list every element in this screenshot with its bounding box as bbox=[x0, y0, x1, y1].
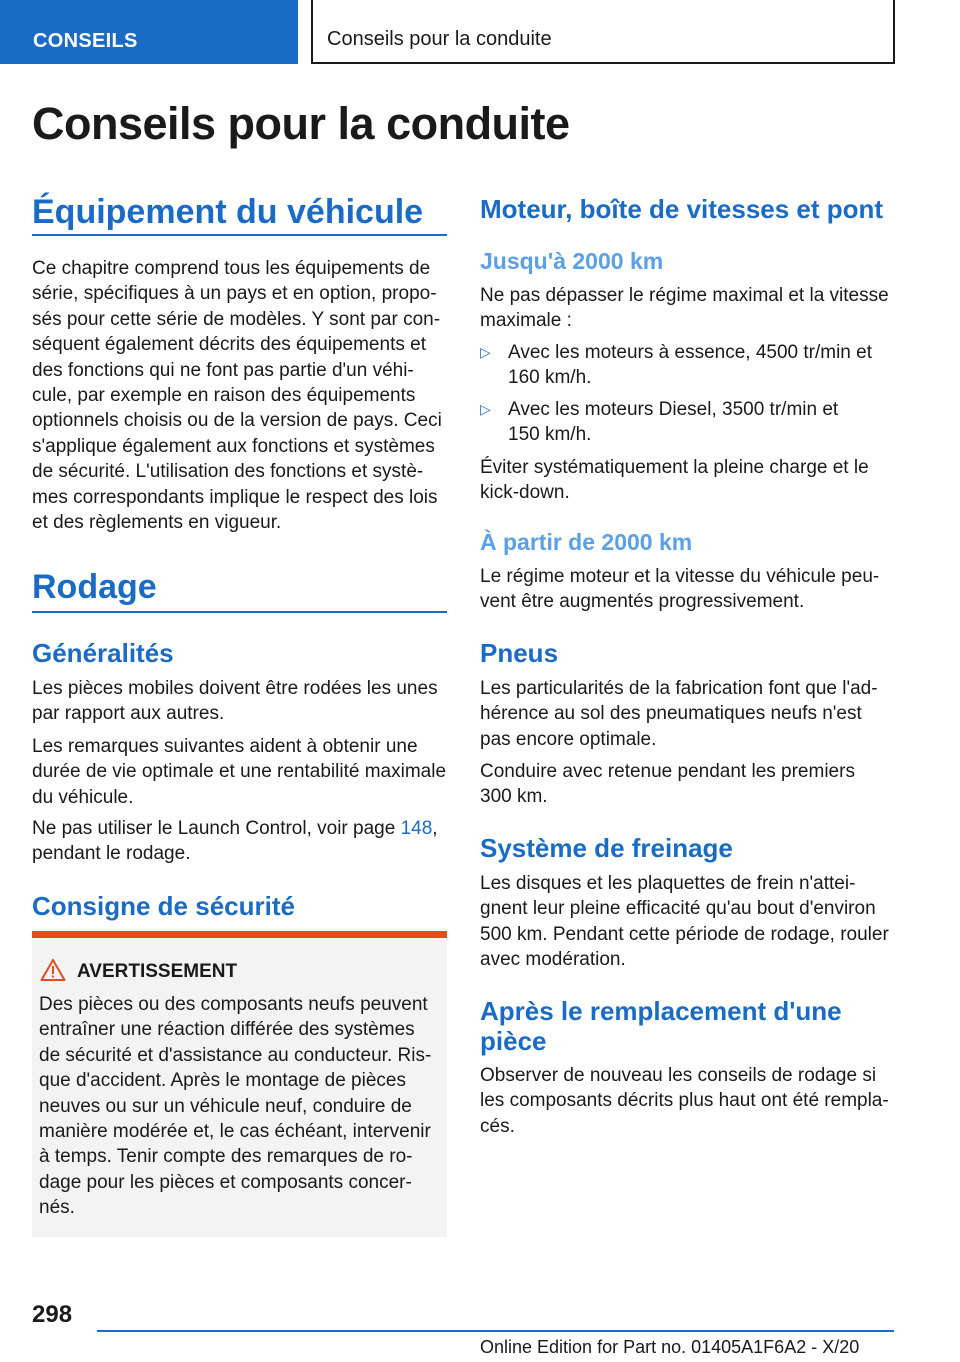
warning-triangle-icon bbox=[40, 958, 66, 982]
remplacement-paragraph: Observer de nouveau les conseils de rodage si les composants décrits plus haut ont été rempla- cés. bbox=[480, 1065, 889, 1137]
pneus-paragraph-1: Les particularités de la fabrication font que l'ad- hérence au sol des pneumatiques neufs n'est pas encore optimale. bbox=[480, 678, 878, 750]
generalites-paragraph-1: Les pièces mobiles doivent être rodées les unes par rapport aux autres. bbox=[32, 678, 438, 725]
apartir-paragraph: Le régime moteur et la vitesse du véhicule peu- vent être augmentés progressivement. bbox=[480, 566, 880, 613]
pneus-paragraph-2: Conduire avec retenue pendant les premiers 300 km. bbox=[480, 761, 855, 808]
heading-rule bbox=[32, 234, 447, 236]
header-section-tab[interactable]: CONSEILS bbox=[0, 0, 298, 64]
heading-moteur: Moteur, boîte de vitesses et pont bbox=[480, 194, 884, 224]
footer-edition: Online Edition for Part no. 01405A1F6A2 - X/20 bbox=[480, 1337, 860, 1357]
heading-rule bbox=[32, 611, 447, 613]
jusqua-intro: Ne pas dépasser le régime maximal et la vitesse maximale : bbox=[480, 285, 889, 332]
heading-remplacement: Après le remplacement d'une pièce bbox=[480, 996, 842, 1056]
warning-text: Des pièces ou des composants neufs peuvent entraîner une réaction différée des systèmes de sécurité et d'assistance au conducteur. Ris- que d'accident. Après le montage de pièces neuves ou sur un véhicule neuf, conduire de manière modérée et, le cas échéant, intervenir à temps. Tenir compte des remarques de ro- dage pour les pièces et composants concer- nés. bbox=[39, 994, 432, 1219]
heading-apartir: À partir de 2000 km bbox=[480, 529, 693, 555]
warning-label: AVERTISSEMENT bbox=[77, 961, 238, 982]
heading-generalites: Généralités bbox=[32, 638, 174, 668]
page-title: Conseils pour la conduite bbox=[32, 98, 570, 149]
heading-freinage: Système de freinage bbox=[480, 833, 733, 863]
generalites-paragraph-2: Les remarques suivantes aident à obtenir une durée de vie optimale et une rentabilité maximale du véhicule. bbox=[32, 736, 447, 808]
heading-jusqua: Jusqu'à 2000 km bbox=[480, 248, 664, 274]
equipement-paragraph: Ce chapitre comprend tous les équipements de série, spécifiques à un pays et en option, propo- sés pour cette série de modèles. Y sont par con- séquent également décrits des équipements et des fonctions qui ne font pas partie d'un véhi- cule, par exemple en raison des équipements optionnels choisis ou de la version de pays. Ceci s'applique également aux fonctions et systèmes de sécurité. L'utilisation des fonctions et systè- mes correspondants implique le respect des lois et des règlements en vigueur. bbox=[32, 258, 442, 534]
jusqua-after: Éviter systématiquement la pleine charge et le kick-down. bbox=[480, 457, 869, 504]
heading-rodage: Rodage bbox=[32, 568, 157, 606]
warning-bar bbox=[32, 931, 447, 938]
heading-equipement: Équipement du véhicule bbox=[32, 193, 424, 231]
footer-rule bbox=[97, 1330, 894, 1332]
triangle-right-outline-icon: ▷ bbox=[480, 344, 491, 360]
heading-consigne: Consigne de sécurité bbox=[32, 891, 295, 921]
generalites-paragraph-3: Ne pas utiliser le Launch Control, voir page 148, pendant le rodage. bbox=[32, 818, 438, 865]
warning-box bbox=[32, 931, 447, 1237]
page-number: 298 bbox=[32, 1301, 73, 1328]
page-link[interactable]: 148 bbox=[400, 818, 433, 839]
heading-pneus: Pneus bbox=[480, 638, 559, 668]
freinage-paragraph: Les disques et les plaquettes de frein n'attei- gnent leur pleine efficacité qu'au bout d'environ 500 km. Pendant cette période de rodage, rouler avec modération. bbox=[480, 873, 889, 971]
header-title: Conseils pour la conduite bbox=[311, 0, 895, 64]
triangle-right-outline-icon: ▷ bbox=[480, 401, 491, 417]
